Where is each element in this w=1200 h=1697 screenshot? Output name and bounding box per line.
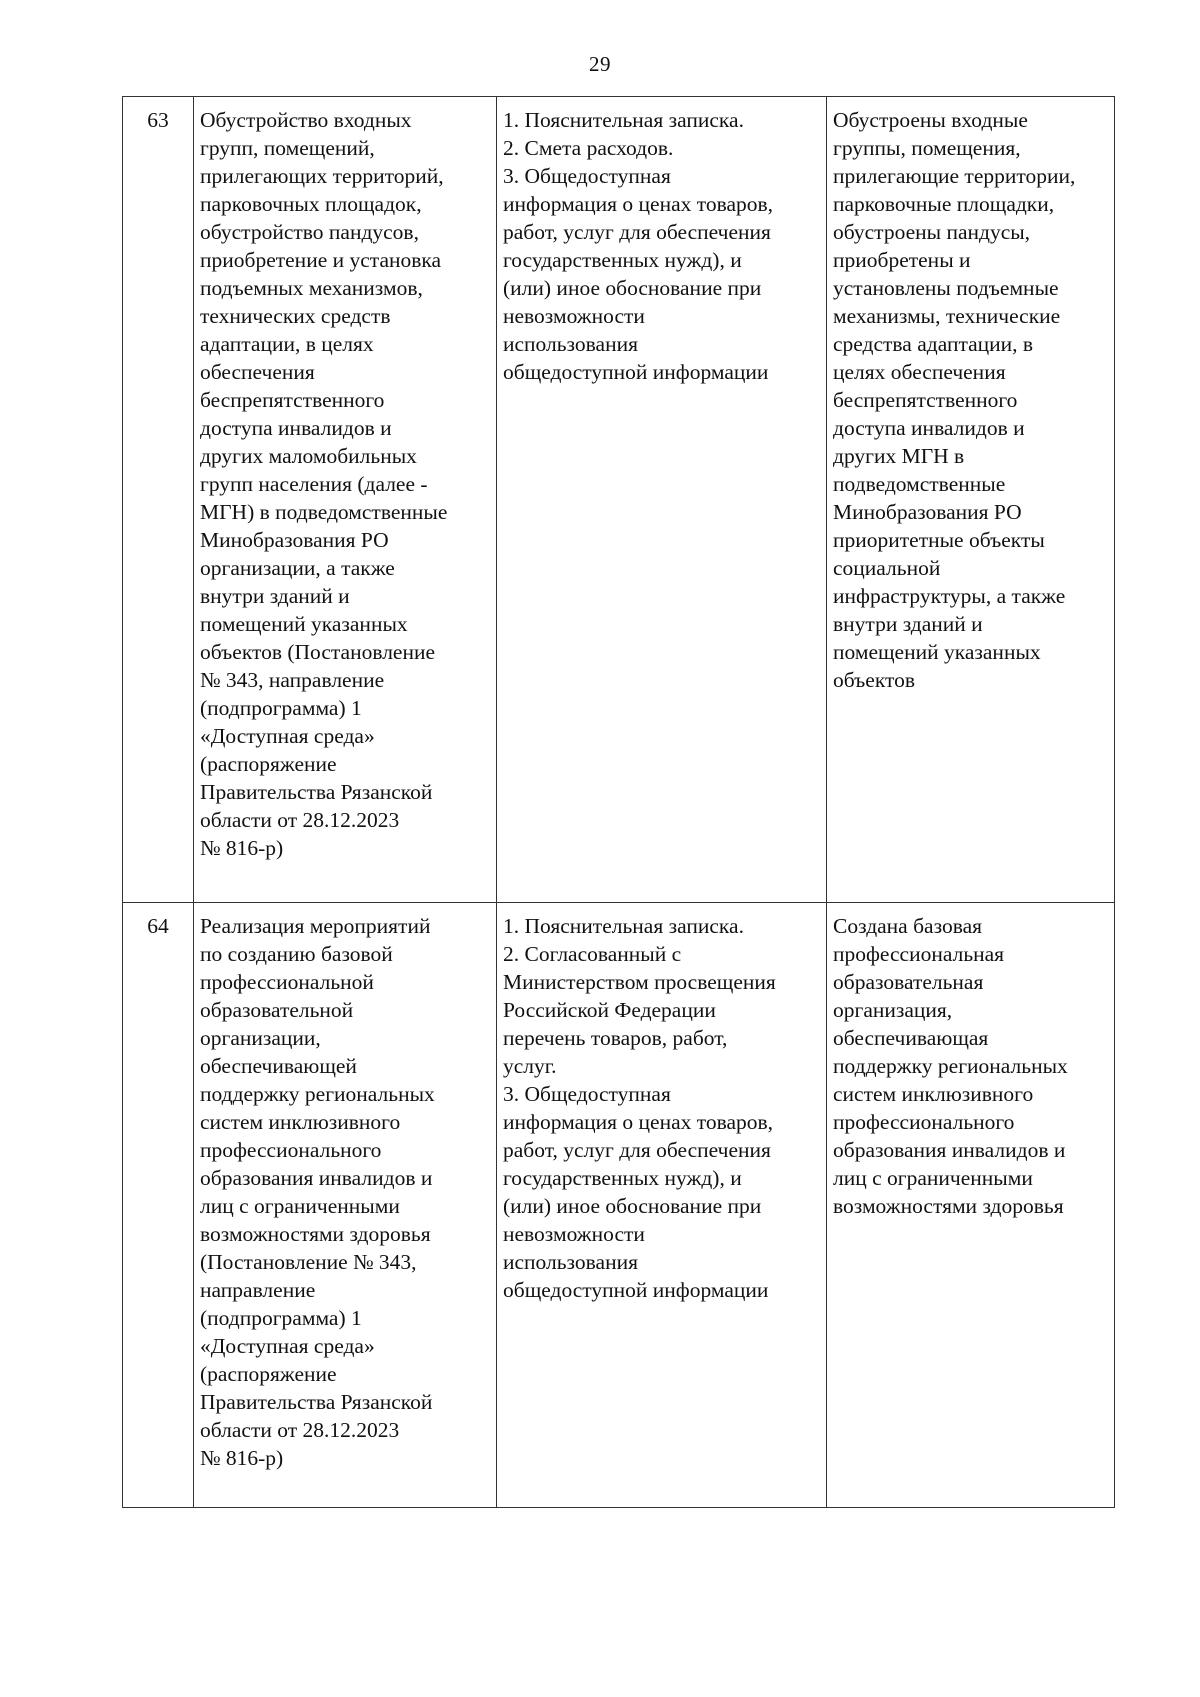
cell-text-line: внутри зданий и — [833, 612, 983, 636]
cell-text-line: 3. Общедоступная — [503, 164, 671, 188]
cell-text-line: государственных нужд), и — [503, 248, 742, 272]
cell-text-line: помещений указанных — [200, 612, 408, 636]
documents-cell — [497, 97, 827, 903]
table-body — [123, 97, 1115, 1508]
cell-text-line: других маломобильных — [200, 444, 417, 468]
cell-text-line: Российской Федерации — [503, 998, 716, 1022]
cell-text-line: парковочные площадки, — [833, 192, 1055, 216]
cell-text-line: невозможности — [503, 1222, 645, 1246]
cell-text-line: организации, а также — [200, 556, 395, 580]
cell-text-line: доступа инвалидов и — [833, 416, 1025, 440]
cell-text-line: инфраструктуры, а также — [833, 584, 1066, 608]
cell-text-line: обеспечивающей — [200, 1054, 357, 1078]
cell-text-line: обеспечивающая — [833, 1026, 989, 1050]
cell-text-line: приоритетные объекты — [833, 528, 1045, 552]
cell-text-line: механизмы, технические — [833, 304, 1061, 328]
cell-text-line: № 816-р) — [200, 1446, 284, 1470]
cell-text-line: подведомственные — [833, 472, 1006, 496]
cell-text-line: Обустроены входные — [833, 108, 1028, 132]
cell-text-line: доступа инвалидов и — [200, 416, 392, 440]
cell-text-line: государственных нужд), и — [503, 1166, 742, 1190]
cell-text-line: профессионального — [833, 1110, 1015, 1134]
cell-text-line: лиц с ограниченными — [833, 1166, 1033, 1190]
cell-text-line: профессиональная — [833, 942, 1005, 966]
table-row — [123, 903, 1115, 1508]
cell-text-line: работ, услуг для обеспечения — [503, 220, 771, 244]
cell-text-line: использования — [503, 1250, 638, 1274]
cell-text-line: Министерством просвещения — [503, 970, 776, 994]
cell-text-line: невозможности — [503, 304, 645, 328]
page-number: 29 — [589, 52, 611, 76]
measures-table — [122, 96, 1115, 1508]
cell-text-line: организация, — [833, 998, 953, 1022]
cell-text-line: (распоряжение — [200, 752, 337, 776]
cell-text-line: поддержку региональных — [200, 1082, 435, 1106]
table-row — [123, 97, 1115, 903]
cell-text-line: систем инклюзивного — [833, 1082, 1034, 1106]
cell-text-line: услуг. — [503, 1054, 557, 1078]
cell-text-line: профессиональной — [200, 970, 374, 994]
cell-text-line: беспрепятственного — [833, 388, 1018, 412]
row-number: 64 — [123, 903, 194, 1508]
cell-text-line: области от 28.12.2023 — [200, 808, 400, 832]
cell-text-line: прилегающих территорий, — [200, 164, 444, 188]
cell-text-line: установлены подъемные — [833, 276, 1059, 300]
cell-text-line: образования инвалидов и — [833, 1138, 1066, 1162]
cell-text-line: 2. Смета расходов. — [503, 136, 674, 160]
cell-text-line: «Доступная среда» — [200, 1334, 375, 1358]
cell-text-line: информация о ценах товаров, — [503, 1110, 774, 1134]
cell-text-line: области от 28.12.2023 — [200, 1418, 400, 1442]
cell-text-line: «Доступная среда» — [200, 724, 375, 748]
cell-text-line: Правительства Рязанской — [200, 780, 433, 804]
cell-text-line: общедоступной информации — [503, 1278, 769, 1302]
cell-text-line: 1. Пояснительная записка. — [503, 914, 744, 938]
cell-text-line: Создана базовая — [833, 914, 982, 938]
cell-text-line: МГН) в подведомственные — [200, 500, 448, 524]
cell-text-line: Минобразования РО — [833, 500, 1022, 524]
cell-text-line: 1. Пояснительная записка. — [503, 108, 744, 132]
cell-text-line: объектов — [833, 668, 915, 692]
cell-text-line: поддержку региональных — [833, 1054, 1068, 1078]
cell-text-line: № 343, направление — [200, 668, 385, 692]
cell-text-line: беспрепятственного — [200, 388, 385, 412]
cell-text-line: (подпрограмма) 1 — [200, 1306, 362, 1330]
cell-text-line: Обустройство входных — [200, 108, 412, 132]
cell-text-line: обустройство пандусов, — [200, 220, 419, 244]
cell-text-line: (распоряжение — [200, 1362, 337, 1386]
cell-text-line: приобретение и установка — [200, 248, 442, 272]
cell-text-line: групп населения (далее - — [200, 472, 428, 496]
cell-text-line: возможностями здоровья — [833, 1194, 1064, 1218]
cell-text-line: объектов (Постановление — [200, 640, 436, 664]
cell-text-line: использования — [503, 332, 638, 356]
cell-text-line: технических средств — [200, 304, 391, 328]
measure-name-cell — [194, 97, 497, 903]
cell-text-line: № 816-р) — [200, 836, 284, 860]
cell-text-line: перечень товаров, работ, — [503, 1026, 728, 1050]
cell-text-line: Правительства Рязанской — [200, 1390, 433, 1414]
cell-text-line: парковочных площадок, — [200, 192, 422, 216]
result-cell — [827, 97, 1115, 903]
cell-text-line: организации, — [200, 1026, 321, 1050]
cell-text-line: помещений указанных — [833, 640, 1041, 664]
cell-text-line: направление — [200, 1278, 316, 1302]
cell-text-line: других МГН в — [833, 444, 965, 468]
cell-text-line: адаптации, в целях — [200, 332, 374, 356]
cell-text-line: (или) иное обоснование при — [503, 276, 762, 300]
cell-text-line: по созданию базовой — [200, 942, 393, 966]
cell-text-line: 3. Общедоступная — [503, 1082, 671, 1106]
cell-text-line: Минобразования РО — [200, 528, 389, 552]
cell-text-line: приобретены и — [833, 248, 971, 272]
cell-text-line: целях обеспечения — [833, 360, 1006, 384]
cell-text-line: социальной — [833, 556, 941, 580]
cell-text-line: работ, услуг для обеспечения — [503, 1138, 771, 1162]
measure-name-cell — [194, 903, 497, 1508]
cell-text-line: образовательной — [200, 998, 354, 1022]
cell-text-line: систем инклюзивного — [200, 1110, 401, 1134]
cell-text-line: образования инвалидов и — [200, 1166, 433, 1190]
cell-text-line: внутри зданий и — [200, 584, 350, 608]
cell-text-line: групп, помещений, — [200, 136, 375, 160]
cell-text-line: группы, помещения, — [833, 136, 1021, 160]
cell-text-line: общедоступной информации — [503, 360, 769, 384]
cell-text-line: информация о ценах товаров, — [503, 192, 774, 216]
cell-text-line: (подпрограмма) 1 — [200, 696, 362, 720]
cell-text-line: (Постановление № 343, — [200, 1250, 417, 1274]
cell-text-line: (или) иное обоснование при — [503, 1194, 762, 1218]
cell-text-line: обеспечения — [200, 360, 315, 384]
cell-text-line: средства адаптации, в — [833, 332, 1034, 356]
cell-text-line: Реализация мероприятий — [200, 914, 431, 938]
cell-text-line: возможностями здоровья — [200, 1222, 431, 1246]
cell-text-line: профессионального — [200, 1138, 382, 1162]
result-cell — [827, 903, 1115, 1508]
cell-text-line: обустроены пандусы, — [833, 220, 1031, 244]
cell-text-line: прилегающие территории, — [833, 164, 1076, 188]
cell-text-line: 2. Согласованный с — [503, 942, 682, 966]
cell-text-line: подъемных механизмов, — [200, 276, 423, 300]
cell-text-line: образовательная — [833, 970, 984, 994]
row-number: 63 — [123, 97, 194, 903]
cell-text-line: лиц с ограниченными — [200, 1194, 400, 1218]
documents-cell — [497, 903, 827, 1508]
